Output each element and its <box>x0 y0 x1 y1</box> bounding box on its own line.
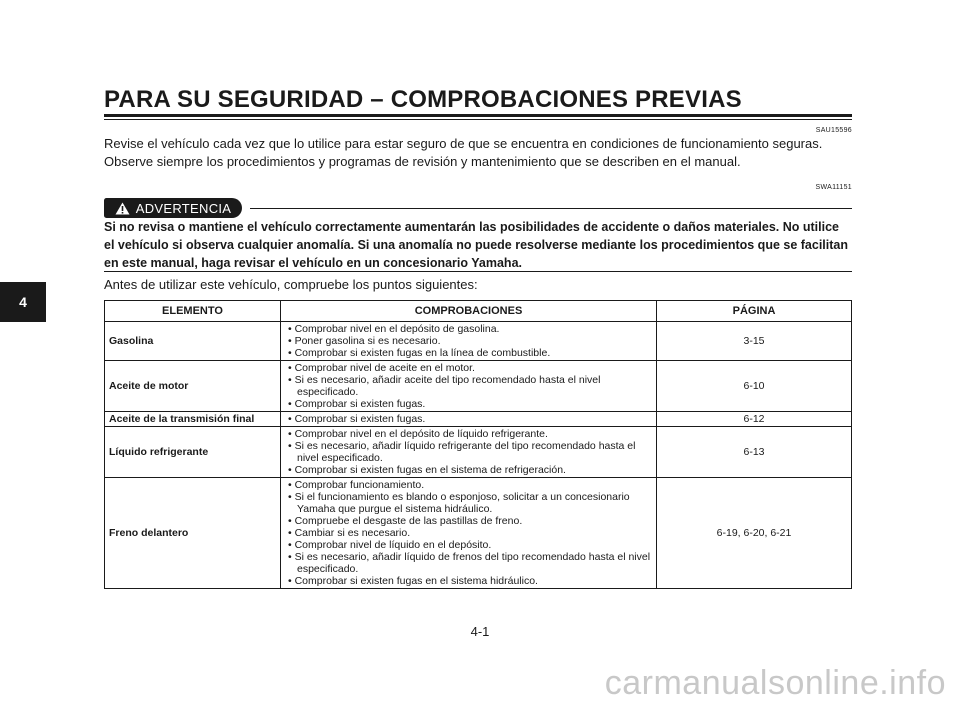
lead-sentence: Antes de utilizar este vehículo, compruebe los puntos siguientes: <box>104 277 478 292</box>
row-checks <box>281 412 657 427</box>
intro-paragraph: Revise el vehículo cada vez que lo utilice para estar seguro de que se encuentra en condiciones de funcionamiento seguras. Observe siempre los procedimientos y programas de revisión y mantenimiento que se describen en el manual. <box>104 136 823 169</box>
row-page: 3-15 <box>657 322 852 361</box>
check-item: • Si es necesario, añadir aceite del tipo recomendado hasta el nivel especificado. <box>288 374 601 398</box>
check-item: • Cambiar si es necesario. <box>288 527 411 539</box>
warning-code: SWA11151 <box>815 184 852 191</box>
row-item: Aceite de motor <box>105 361 281 412</box>
check-item: • Comprobar si existen fugas en el sistema hidráulico. <box>288 575 538 587</box>
check-item: • Comprobar nivel en el depósito de líquido refrigerante. <box>288 428 548 440</box>
warning-end-rule <box>104 271 852 272</box>
check-item: • Comprobar si existen fugas. <box>288 398 426 410</box>
check-item: • Comprobar si existen fugas en la línea de combustible. <box>288 347 551 359</box>
warning-badge <box>104 198 242 218</box>
check-item: • Si el funcionamiento es blando o esponjoso, solicitar a un concesionario Yamaha que purgue el sistema hidráulico. <box>288 491 630 515</box>
row-page: 6-19, 6-20, 6-21 <box>657 478 852 589</box>
row-item: Aceite de la transmisión final <box>105 412 281 427</box>
table-row <box>105 322 852 361</box>
check-item: • Si es necesario, añadir líquido refrigerante del tipo recomendado hasta el nivel especificado. <box>288 440 636 464</box>
warning-label: ADVERTENCIA <box>135 200 232 216</box>
checks-table <box>104 300 852 589</box>
row-checks <box>281 322 657 361</box>
row-page: 6-13 <box>657 427 852 478</box>
check-item: • Comprobar si existen fugas. <box>288 413 426 425</box>
warning-rule <box>250 208 852 209</box>
header-checks: COMPROBACIONES <box>281 301 657 322</box>
row-checks <box>281 478 657 589</box>
warning-triangle-icon <box>115 202 130 215</box>
check-item: • Comprobar nivel de aceite en el motor. <box>288 362 475 374</box>
row-page: 6-12 <box>657 412 852 427</box>
row-item: Líquido refrigerante <box>105 427 281 478</box>
row-page: 6-10 <box>657 361 852 412</box>
row-checks <box>281 361 657 412</box>
page-number: 4-1 <box>470 624 490 639</box>
table-row <box>105 427 852 478</box>
header-page: PÁGINA <box>657 301 852 322</box>
chapter-tab: 4 <box>0 282 46 322</box>
page-title: PARA SU SEGURIDAD – COMPROBACIONES PREVIAS <box>104 86 742 113</box>
section-code: SAU15596 <box>815 127 852 134</box>
check-item: • Comprobar funcionamiento. <box>288 479 425 491</box>
table-row <box>105 361 852 412</box>
table-row <box>105 412 852 427</box>
check-item: • Poner gasolina si es necesario. <box>288 335 441 347</box>
check-item: • Comprobar nivel de líquido en el depósito. <box>288 539 492 551</box>
warning-text: Si no revisa o mantiene el vehículo correctamente aumentarán las posibilidades de accidente o daños materiales. No utilice el vehículo si observa cualquier anomalía. Si una anomalía no puede resolverse mediante los procedimientos que se facilitan en este manual, haga revisar el vehículo en un concesionario Yamaha. <box>104 220 848 270</box>
check-item: • Comprobar nivel en el depósito de gasolina. <box>288 323 500 335</box>
row-item: Gasolina <box>105 322 281 361</box>
check-item: • Si es necesario, añadir líquido de frenos del tipo recomendado hasta el nivel especificado. <box>288 551 651 575</box>
title-rule <box>104 114 852 117</box>
table-row <box>105 478 852 589</box>
watermark: carmanualsonline.info <box>604 664 946 702</box>
table-header-row <box>105 301 852 322</box>
check-item: • Comprobar si existen fugas en el sistema de refrigeración. <box>288 464 566 476</box>
row-item: Freno delantero <box>105 478 281 589</box>
row-checks <box>281 427 657 478</box>
check-item: • Compruebe el desgaste de las pastillas de freno. <box>288 515 523 527</box>
header-element: ELEMENTO <box>105 301 281 322</box>
title-rule-thin <box>104 119 852 120</box>
